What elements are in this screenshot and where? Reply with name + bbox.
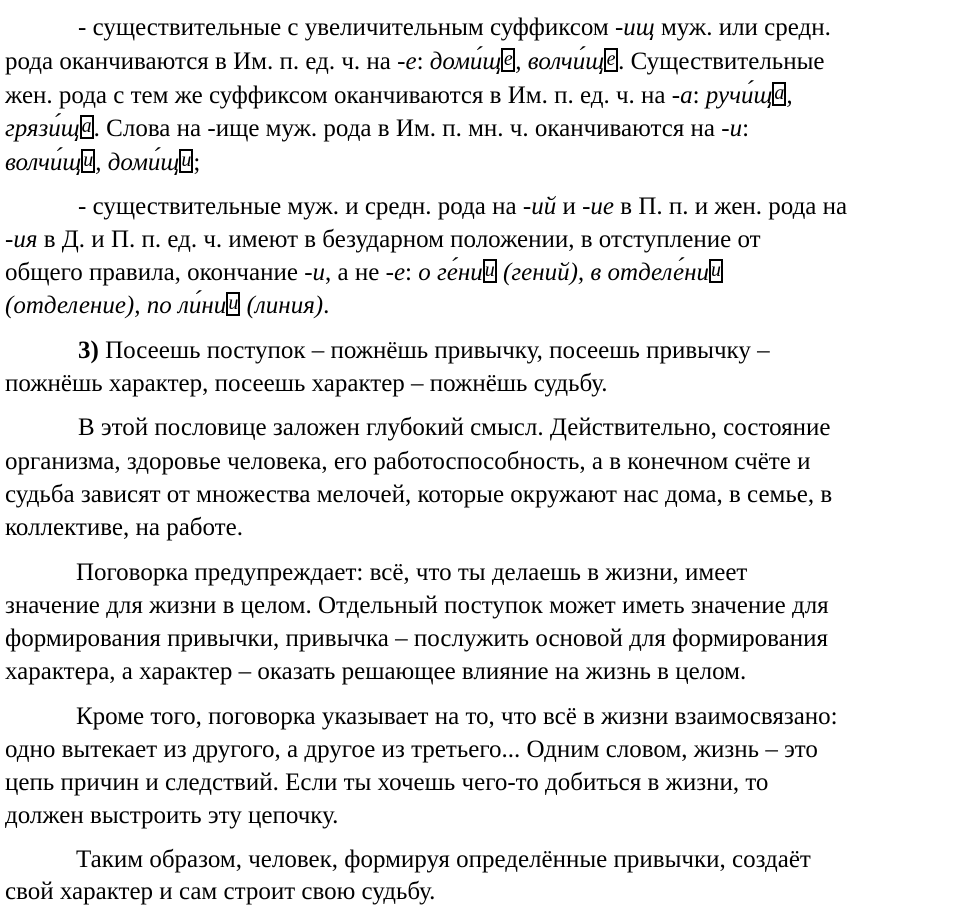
text: , [786, 82, 793, 109]
text: пожнёшь характер, посеешь характер – пожнёшь судьбу. [5, 370, 608, 397]
text: рода оканчиваются в Им. п. ед. ч. на [5, 48, 398, 75]
text: . [323, 292, 330, 319]
highlighted-ending-box: и [228, 292, 239, 314]
ending-i: -и [304, 259, 326, 286]
text: значение для жизни в целом. Отдельный поступок может иметь значение для [5, 592, 829, 619]
highlighted-ending-box: и [711, 259, 722, 281]
p6-line-4 [5, 800, 338, 832]
text: общего правила, окончание [5, 259, 305, 286]
p5-line-3 [5, 623, 828, 655]
p2-line-2 [5, 224, 761, 256]
text: . Слова на -ище муж. рода в Им. п. мн. ч. оканчиваются на [93, 115, 722, 142]
p4-line-4 [5, 512, 243, 544]
text: характера, а характер – оказать решающее влияние на жизнь в целом. [5, 658, 747, 685]
text: , а не [325, 259, 386, 286]
ending-e: -е [385, 259, 406, 286]
highlighted-ending-box: и [181, 149, 192, 171]
text: В этой пословице заложен глубокий смысл. Действительно, состояние [78, 414, 831, 441]
text: судьба зависят от множества мелочей, которые окружают нас дома, в семье, в [5, 481, 833, 508]
highlighted-ending-box: а [774, 82, 785, 104]
text: муж. или средн. [654, 14, 831, 41]
p4-line-3 [5, 479, 832, 511]
p3-line-2 [5, 368, 608, 400]
highlighted-ending-box: и [83, 149, 94, 171]
text: : [416, 48, 430, 75]
text: - существительные с увеличительным суффиксом [78, 14, 615, 41]
text: Таким образом, человек, формируя определённые привычки, создаёт [76, 846, 811, 873]
highlighted-ending-box: е [501, 48, 515, 72]
example-word: волчи́щ [5, 149, 82, 176]
suffix-ishch: -ищ [614, 14, 655, 41]
example-word: (отделение), по ли́ни [5, 292, 227, 319]
p7-line-1 [76, 844, 811, 876]
p2-line-4 [5, 290, 329, 322]
p1-line-1 [78, 12, 831, 44]
text: цепь причин и следствий. Если ты хочешь чего-то добиться в жизни, то [5, 769, 769, 796]
text: свой характер и сам строит свою судьбу. [5, 878, 436, 905]
text: и [556, 193, 583, 220]
p5-line-4 [5, 656, 746, 688]
text: , [515, 48, 528, 75]
text: коллективе, на работе. [5, 514, 243, 541]
ending-iya: -ия [5, 226, 38, 253]
text: одно вытекает из другого, а другое из третьего... Одним словом, жизнь – это [5, 736, 818, 763]
p4-line-1 [78, 412, 830, 444]
text: должен выстроить эту цепочку. [5, 802, 339, 829]
p2-line-1 [78, 191, 847, 223]
text: жен. рода с тем же суффиксом оканчиваются в Им. п. ед. ч. на [5, 82, 672, 109]
text: Посеешь поступок – пожнёшь привычку, посеешь привычку – [98, 337, 770, 364]
text: формирования привычки, привычка – послужить основой для формирования [5, 625, 828, 652]
p6-line-2 [5, 734, 818, 766]
highlighted-ending-box: и [484, 259, 495, 281]
p5-line-2 [5, 590, 829, 622]
example-word: о ге́ни [418, 259, 483, 286]
p1-line-3 [5, 80, 793, 112]
text: : [692, 82, 706, 109]
text: в П. п. и жен. рода на [614, 193, 848, 220]
text: : [742, 115, 750, 142]
text: - существительные муж. и средн. рода на [78, 193, 523, 220]
example-word: доми́щ [429, 48, 502, 75]
ending-ie: -ие [582, 193, 615, 220]
example-word: волчи́щ [527, 48, 605, 75]
text: Кроме того, поговорка указывает на то, что всё в жизни взаимосвязано: [76, 703, 838, 730]
p6-line-3 [5, 767, 768, 799]
text: Поговорка предупреждает: всё, что ты делаешь в жизни, имеет [76, 559, 748, 586]
p1-line-4 [5, 113, 749, 145]
text: в Д. и П. п. ед. ч. имеют в безударном положении, в отступление от [37, 226, 761, 253]
text: . Существительные [618, 48, 825, 75]
p1-line-2 [5, 46, 824, 78]
p6-line-1 [76, 701, 838, 733]
ending-e: -е [397, 48, 417, 75]
example-word: (линия) [240, 292, 324, 319]
p1-line-5 [5, 147, 200, 179]
p4-line-2 [5, 446, 810, 478]
text: организма, здоровье человека, его работоспособность, а в конечном счёте и [5, 448, 811, 475]
example-word: грязи́щ [5, 115, 80, 142]
text: : [405, 259, 419, 286]
highlighted-ending-box: е [604, 48, 618, 72]
example-word: (гений), в отделе́ни [496, 259, 710, 286]
ending-iy: -ий [522, 193, 557, 220]
p2-line-3 [5, 257, 723, 289]
example-word: , доми́щ [95, 149, 180, 176]
p3-line-1 [78, 335, 770, 367]
ending-i: -и [721, 115, 743, 142]
p7-line-2 [5, 876, 435, 908]
example-word: ручи́щ [705, 82, 773, 109]
p5-line-1 [76, 557, 747, 589]
task-number: 3) [78, 337, 99, 364]
ending-a: -а [671, 82, 693, 109]
text: ; [193, 149, 201, 176]
highlighted-ending-box: а [81, 115, 92, 137]
